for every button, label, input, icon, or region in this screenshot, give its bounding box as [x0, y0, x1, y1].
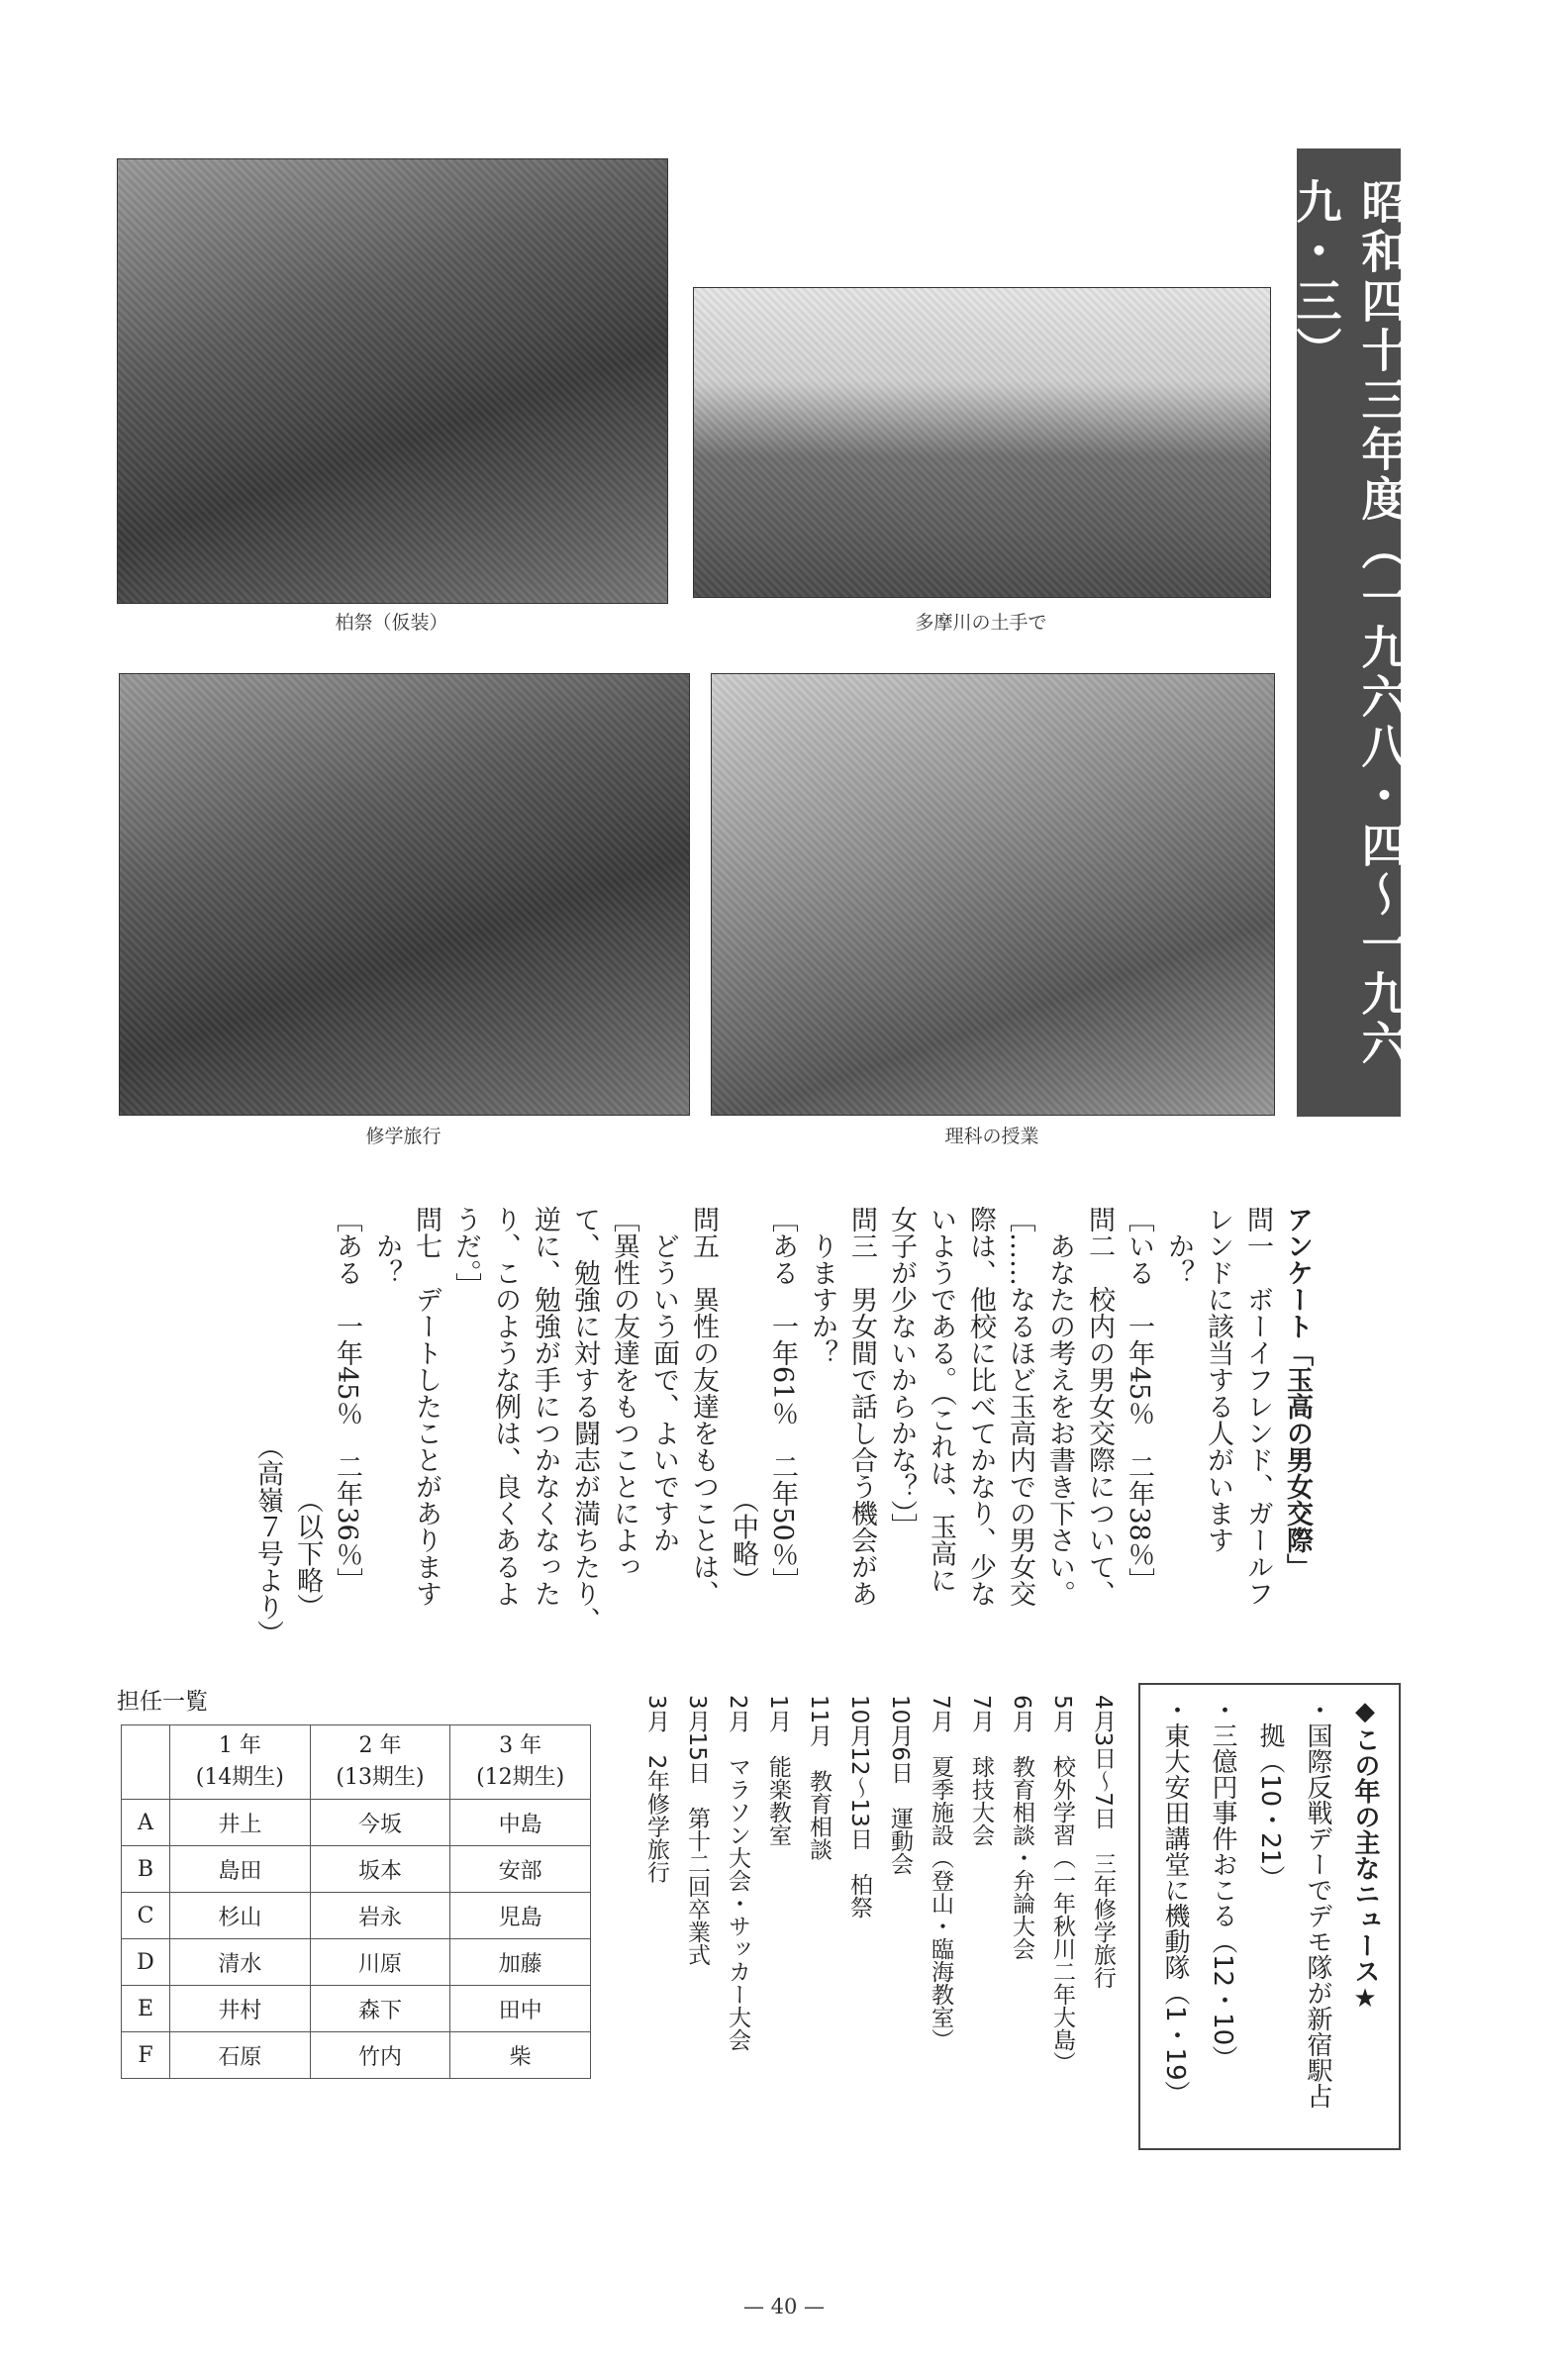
event-item: 1月 能楽教室	[765, 1695, 791, 1846]
event-item: 5月 校外学習（一年秋川二年大島）	[1049, 1695, 1075, 2074]
survey-line: 問七 デートしたことがあります	[411, 1206, 441, 1607]
survey-line: （中略）	[728, 1206, 758, 1594]
survey-line: （高嶺７号より）	[252, 1206, 283, 1647]
news-item: ・国際反戦デーでデモ隊が新宿駅占	[1303, 1697, 1332, 2109]
table-row: D 清水 川原 加藤	[122, 1939, 591, 1986]
news-box	[1138, 1683, 1401, 2150]
caption-school-trip: 修学旅行	[365, 1126, 441, 1147]
news-heading: ◆この年の主なニュース★	[1350, 1697, 1380, 2014]
survey-line: か？	[1163, 1206, 1194, 1286]
header-blank	[122, 1725, 170, 1800]
table-row: F 石原 竹内 柴	[122, 2032, 591, 2079]
table-row: C 杉山 岩永 児島	[122, 1893, 591, 1939]
photo-science-class	[711, 673, 1275, 1116]
survey-line: りますか？	[807, 1206, 837, 1366]
event-item: 2月 マラソン大会・サッカー大会	[725, 1695, 750, 2051]
survey-line: うだ。］	[450, 1206, 481, 1300]
survey-line: アンケート「玉高の男女交際」	[1282, 1206, 1313, 1580]
event-item: 10月6日 運動会	[887, 1695, 913, 1875]
survey-line: （以下略）	[292, 1206, 323, 1621]
caption-tamagawa-bank: 多摩川の土手で	[915, 612, 1047, 634]
table-row: B 島田 坂本 安部	[122, 1846, 591, 1893]
table-row: E 井村 森下 田中	[122, 1986, 591, 2032]
survey-line: レンドに該当する人がいます	[1203, 1206, 1233, 1553]
survey-line: ［……なるほど玉高内での男女交	[1005, 1206, 1035, 1607]
photo-school-trip	[119, 673, 690, 1116]
caption-kashiwa-festival: 柏祭（仮装）	[335, 612, 448, 634]
survey-line: 問二 校内の男女交際について、	[1084, 1206, 1115, 1607]
event-item: 7月 夏季施設（登山・臨海教室）	[928, 1695, 953, 2051]
event-item: 3月 2年修学旅行	[643, 1695, 669, 1884]
photo-tamagawa-bank	[693, 287, 1271, 598]
news-list	[1151, 1697, 1389, 2109]
roster-table	[121, 1724, 591, 2079]
caption-science-class: 理科の授業	[944, 1126, 1039, 1147]
photo-kashiwa-festival	[117, 158, 668, 604]
survey-line: ［ある 一年61％ 二年50％］	[767, 1206, 798, 1595]
news-item: 拠（10・21）	[1255, 1697, 1285, 1892]
survey-line: 問三 男女間で話し合う機会があ	[846, 1206, 877, 1607]
table-row: A 井上 今坂 中島	[122, 1800, 591, 1846]
header-grade-1: 1 年 (14期生)	[170, 1725, 311, 1800]
survey-line: ［異性の友達をもつことによっ	[609, 1206, 639, 1580]
header-grade-3: 3 年 (12期生)	[450, 1725, 591, 1800]
survey-line: 女子が少ないからかな？）］	[886, 1206, 917, 1540]
year-title-bar	[1289, 148, 1409, 1117]
survey-line: り、このような例は、良くあるよ	[490, 1206, 521, 1607]
survey-line: どういう面で、よいですか	[648, 1206, 679, 1553]
event-item: 6月 教育相談・弁論大会	[1009, 1695, 1034, 1960]
survey-line: 問一 ボーイフレンド、ガールフ	[1242, 1206, 1273, 1607]
survey-line: あなたの考えをお書き下さい。	[1044, 1206, 1075, 1607]
survey-line: 際は、他校に比べてかなり、少な	[965, 1206, 996, 1607]
survey-line: ［いる 一年45％ 二年38％］	[1124, 1206, 1154, 1595]
year-title: 昭和四十三年度（一九六八・四～一九六九・三）	[1289, 178, 1409, 1069]
survey-line: ［ある 一年45％ 二年36％］	[332, 1206, 362, 1595]
header-grade-2: 2 年 (13期生)	[310, 1725, 450, 1800]
survey-line: 問五 異性の友達をもつことは、	[688, 1206, 719, 1607]
survey-line: て、勉強に対する闘志が満ちたり、	[569, 1206, 600, 1633]
survey-line: か？	[371, 1206, 402, 1286]
event-item: 11月 教育相談	[806, 1695, 832, 1861]
survey-line: いようである。（これは、玉高に	[926, 1206, 956, 1594]
survey-line: 逆に、勉強が手につかなくなった	[530, 1206, 560, 1607]
news-item: ・三億円事件おこる（12・10）	[1208, 1697, 1237, 2072]
event-item: 4月3日～7日 三年修学旅行	[1090, 1695, 1116, 1989]
event-item: 10月12～13日 柏祭	[846, 1695, 872, 1919]
table-header-row	[122, 1725, 591, 1800]
event-item: 3月15日 第十二回卒業式	[684, 1695, 710, 1966]
news-item: ・東大安田講堂に機動隊（1・19）	[1160, 1697, 1190, 2107]
event-item: 7月 球技大会	[968, 1695, 994, 1846]
page-number: — 40 —	[742, 2295, 826, 2318]
roster-title: 担任一覧	[117, 1689, 208, 1715]
events-list	[636, 1695, 1123, 2074]
